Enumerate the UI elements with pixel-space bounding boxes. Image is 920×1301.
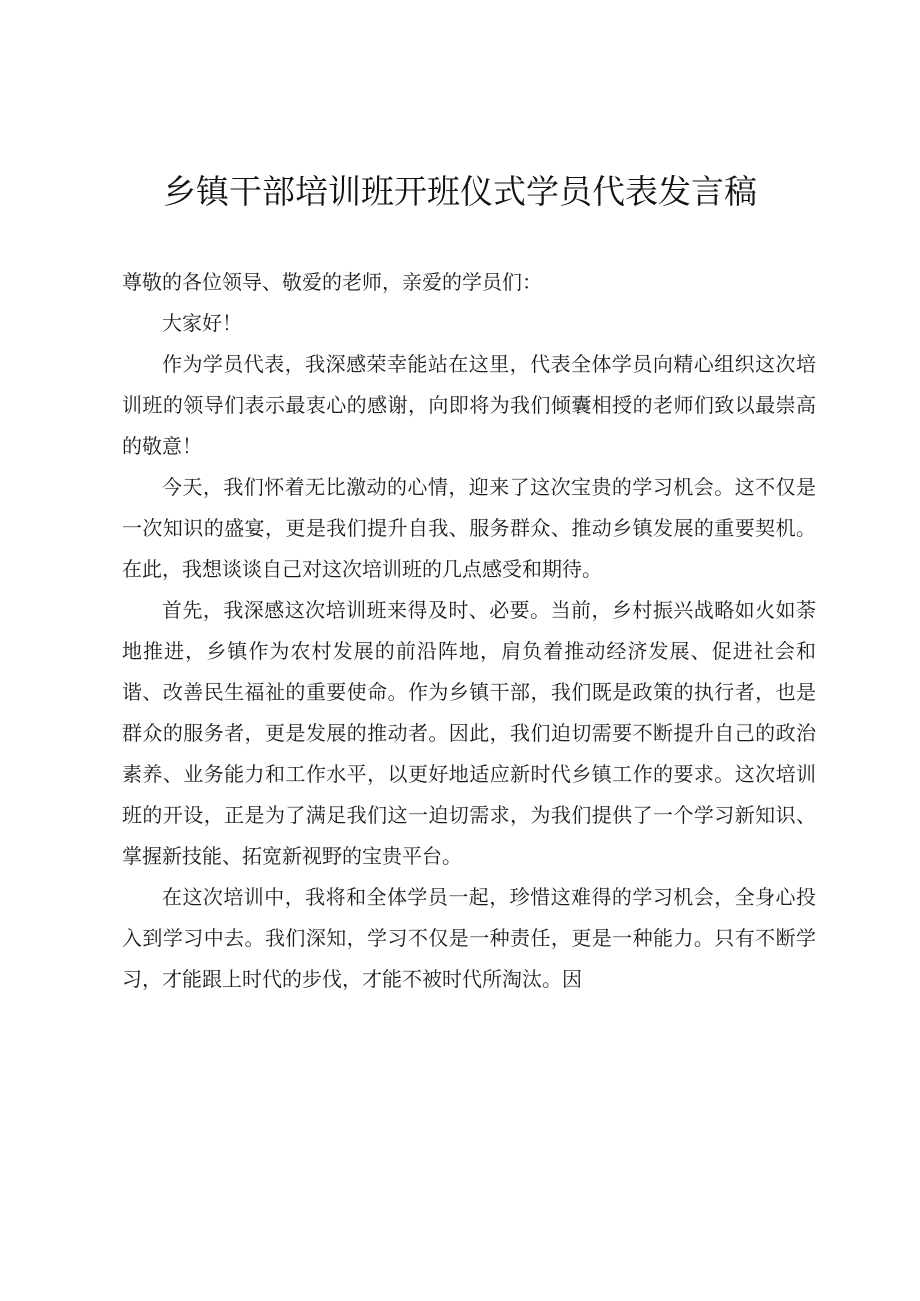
paragraph-opportunity: 今天，我们怀着无比激动的心情，迎来了这次宝贵的学习机会。这不仅是一次知识的盛宴，更是我们提升自我、服务群众、推动乡镇发展的重要契机。在此，我想谈谈自己对这次培训班的几点感受和期待。: [122, 475, 816, 581]
document-title: 乡镇干部培训班开班仪式学员代表发言稿: [163, 172, 757, 211]
salutation: 尊敬的各位领导、敬爱的老师，亲爱的学员们：: [122, 270, 542, 294]
paragraph-thanks: 作为学员代表，我深感荣幸能站在这里，代表全体学员向精心组织这次培训班的领导们表示最衷心的感谢，向即将为我们倾囊相授的老师们致以最崇高的敬意！: [122, 352, 816, 458]
paragraph-first-point: 首先，我深感这次培训班来得及时、必要。当前，乡村振兴战略如火如荼地推进，乡镇作为农村发展的前沿阵地，肩负着推动经济发展、促进社会和谐、改善民生福祉的重要使命。作为乡镇干部，我们既是政策的执行者，也是群众的服务者，更是发展的推动者。因此，我们迫切需要不断提升自己的政治素养、业务能力和工作水平，以更好地适应新时代乡镇工作的要求。这次培训班的开设，正是为了满足我们这一迫切需求，为我们提供了一个学习新知识、掌握新技能、拓宽新视野的宝贵平台。: [122, 598, 816, 868]
paragraph-greeting: 大家好！: [162, 311, 242, 335]
document-body: [122, 262, 816, 1000]
paragraph-commitment: 在这次培训中，我将和全体学员一起，珍惜这难得的学习机会，全身心投入到学习中去。我们深知，学习不仅是一种责任，更是一种能力。只有不断学习，才能跟上时代的步伐，才能不被时代所淘汰。因: [122, 885, 816, 991]
